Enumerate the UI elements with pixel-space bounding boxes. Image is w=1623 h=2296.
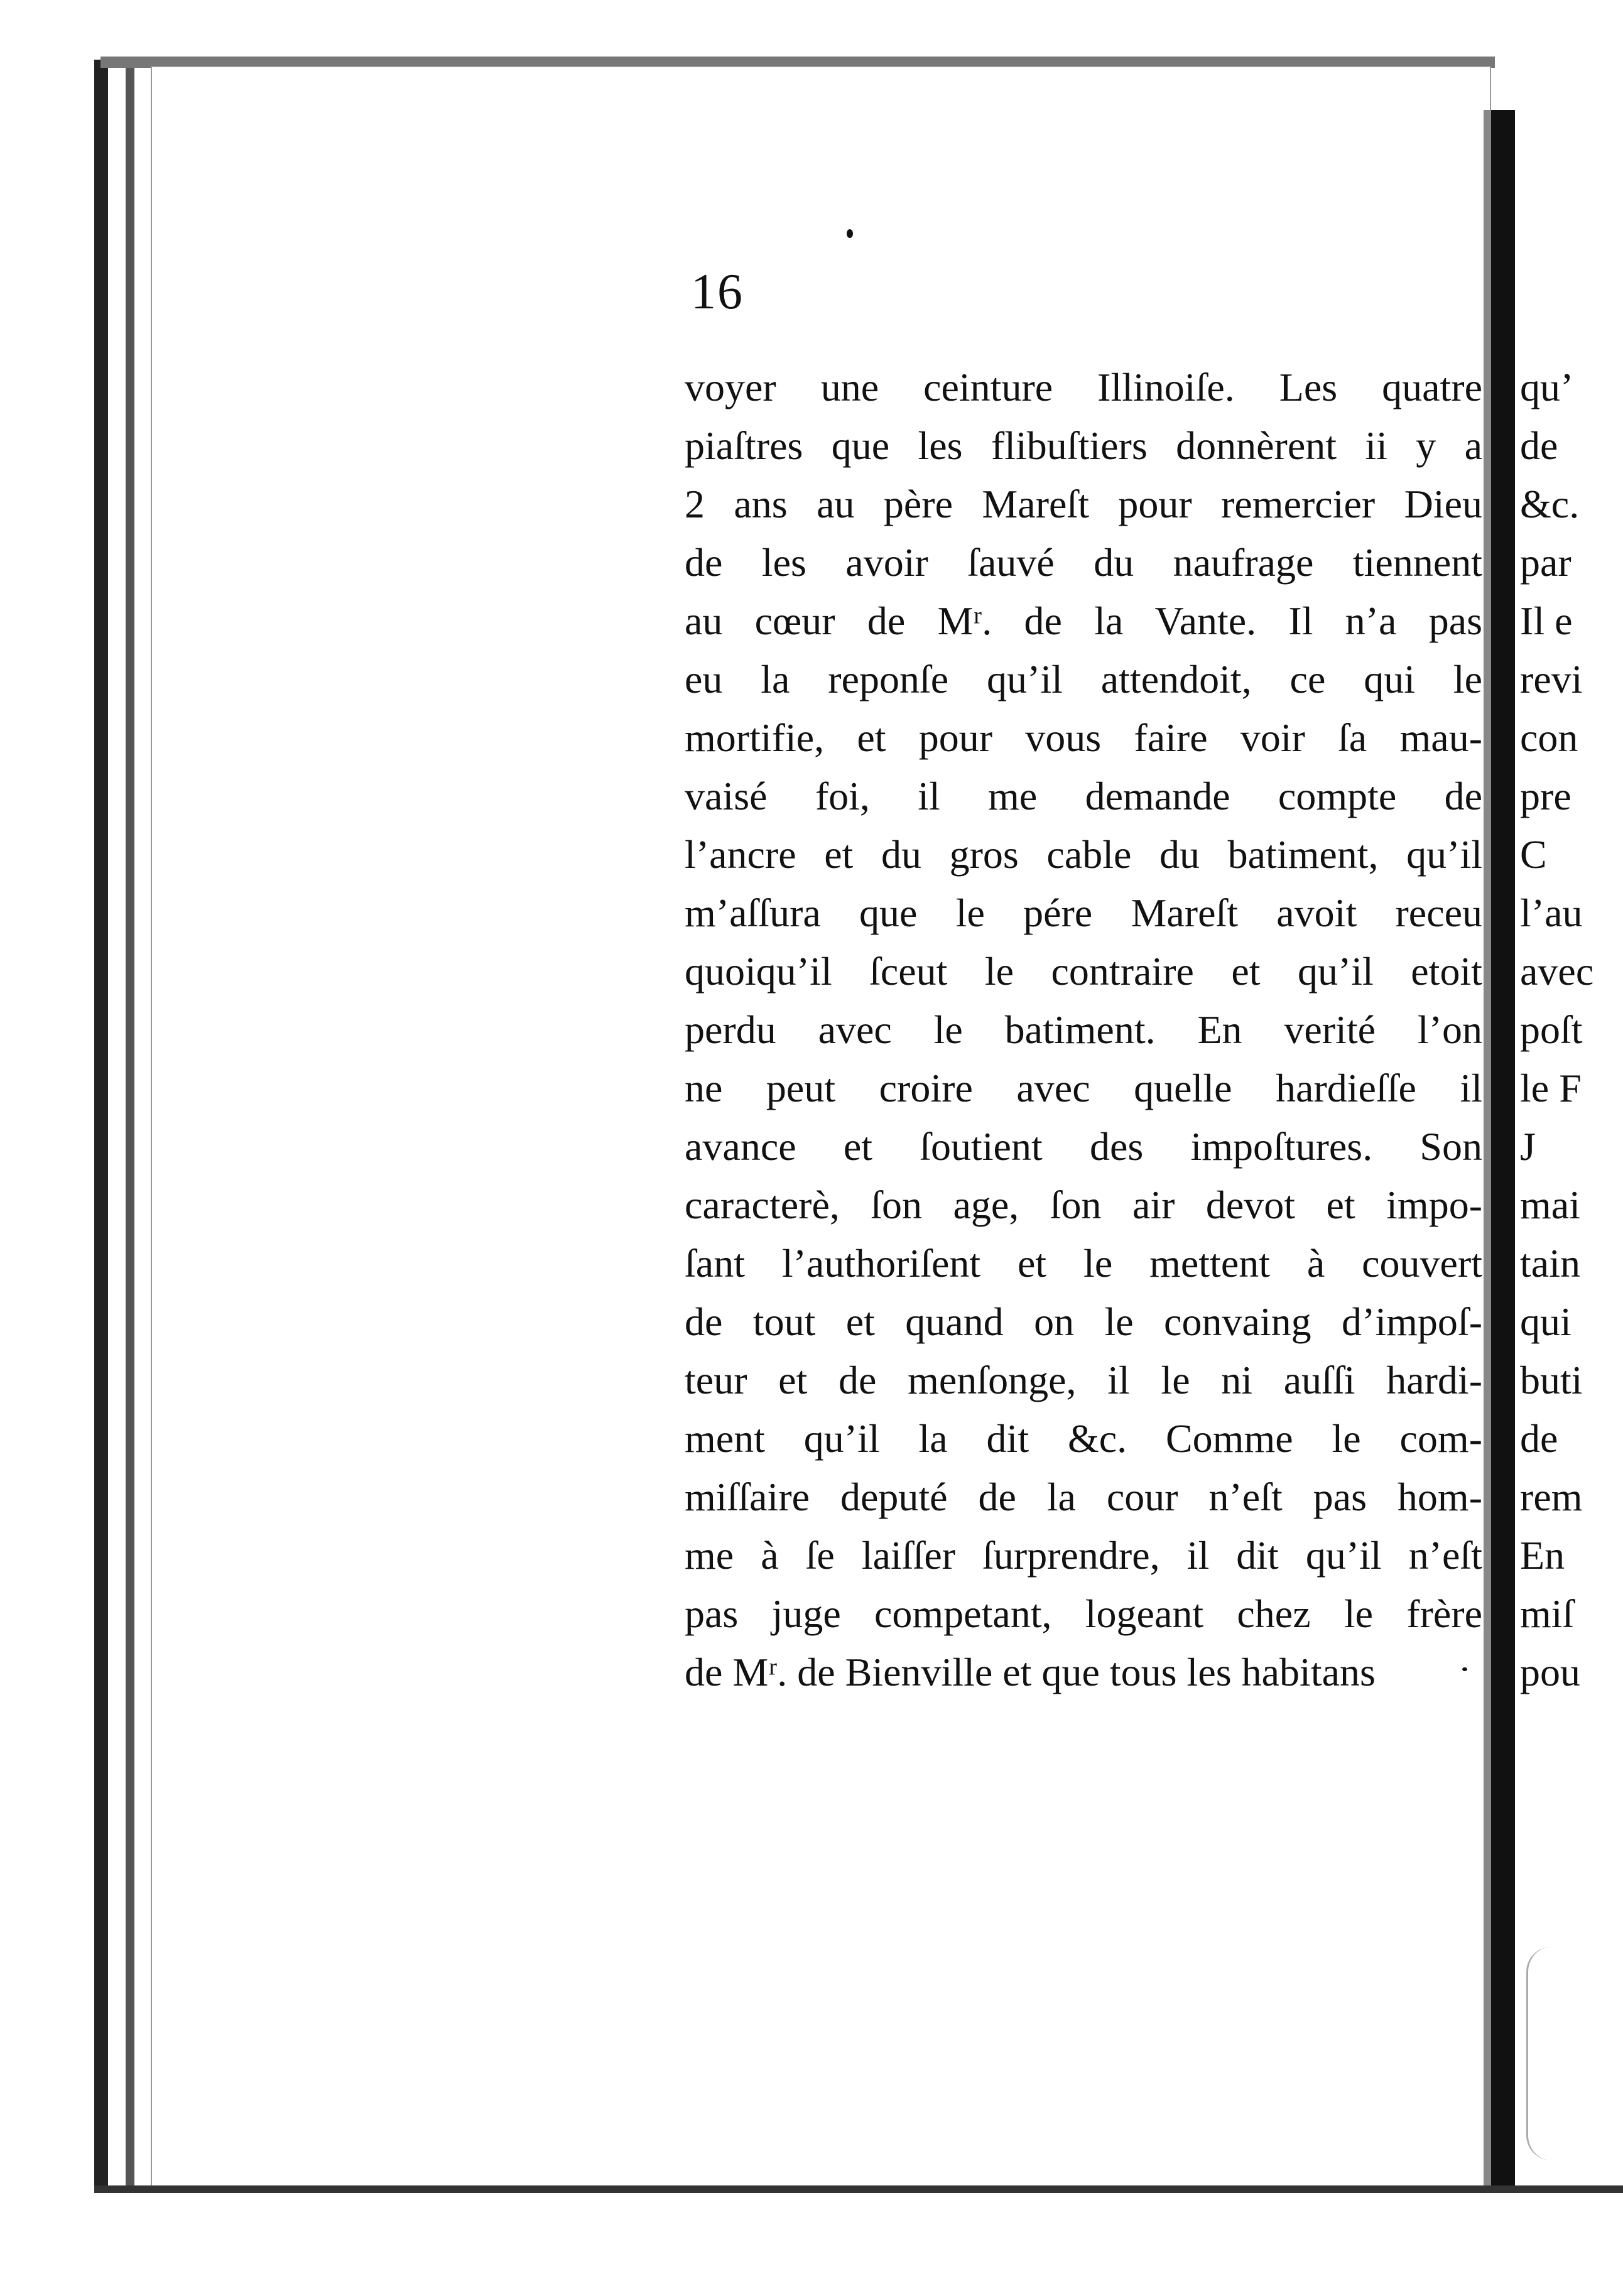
facing-page-line: C — [1520, 832, 1547, 877]
text-line: 2 ans au père Mareſt pour remercier Dieu — [685, 482, 1482, 526]
facing-page-line: J — [1520, 1124, 1536, 1169]
text-line: vaisé foi, il me demande compte de — [685, 774, 1482, 818]
text-line: de Mʳ. de Bienville et que tous les habitans — [685, 1650, 1376, 1694]
facing-page-line: con — [1520, 715, 1578, 760]
facing-page-line: mai — [1520, 1183, 1580, 1227]
facing-page-line: Il e — [1520, 598, 1573, 643]
body-text — [685, 358, 1482, 1701]
spine-shadow — [1484, 110, 1491, 2185]
text-line: eu la reponſe qu’il attendoit, ce qui le — [685, 657, 1482, 701]
text-line: quoiqu’il ſceut le contraire et qu’il etoit — [685, 949, 1482, 994]
text-line: l’ancre et du gros cable du batiment, qu’il — [685, 832, 1482, 877]
scan-edge-left — [94, 60, 108, 2189]
facing-page-line: &c. — [1520, 482, 1580, 526]
scan-bottom-border — [94, 2185, 1623, 2193]
text-line: au cœur de Mʳ. de la Vante. Il n’a pas — [685, 598, 1482, 643]
book-spine — [1491, 110, 1515, 2185]
facing-page-line: pou — [1520, 1650, 1580, 1694]
text-line: de tout et quand on le convaing d’impoſ- — [685, 1299, 1482, 1344]
text-line: de les avoir ſauvé du naufrage tiennent — [685, 540, 1482, 585]
text-line: miſſaire deputé de la cour n’eſt pas hom- — [685, 1475, 1482, 1519]
facing-page-line: miſ — [1520, 1591, 1574, 1636]
facing-page-line: buti — [1520, 1358, 1583, 1402]
text-line: m’aſſura que le pére Mareſt avoit receu — [685, 891, 1482, 935]
text-line: ment qu’il la dit &c. Comme le com- — [685, 1416, 1482, 1461]
text-line: avance et ſoutient des impoſtures. Son — [685, 1124, 1482, 1169]
facing-page-line: En — [1520, 1533, 1565, 1578]
facing-page-line: le F — [1520, 1066, 1582, 1110]
scan-edge-shadow — [126, 60, 134, 2189]
facing-page-line: qu’ — [1520, 365, 1574, 409]
facing-page-line: de — [1520, 1416, 1558, 1461]
text-line: ne peut croire avec quelle hardieſſe il — [685, 1066, 1482, 1110]
ink-speck — [847, 229, 853, 238]
facing-page-line: poſt — [1520, 1007, 1583, 1052]
page-number: 16 — [691, 264, 744, 320]
facing-page — [1515, 94, 1623, 2185]
facing-page-line: revi — [1520, 657, 1583, 701]
facing-page-line: l’au — [1520, 891, 1583, 935]
text-line: caracterè, ſon age, ſon air devot et impo- — [685, 1183, 1482, 1227]
facing-page-line: par — [1520, 540, 1571, 585]
facing-page-line: rem — [1520, 1475, 1583, 1519]
binding-thread — [1526, 1947, 1616, 2160]
text-line: piaſtres que les flibuſtiers donnèrent ii y a — [685, 423, 1482, 468]
text-line: voyer une ceinture Illinoiſe. Les quatre — [685, 365, 1482, 409]
text-line: ſant l’authoriſent et le mettent à couvert — [685, 1241, 1482, 1286]
text-line: teur et de menſonge, il le ni auſſi hardi- — [685, 1358, 1482, 1402]
text-line: pas juge competant, logeant chez le frère — [685, 1591, 1482, 1636]
facing-page-line: avec — [1520, 949, 1594, 994]
text-line: me à ſe laiſſer ſurprendre, il dit qu’il n’eſt — [685, 1533, 1482, 1578]
facing-page-line: pre — [1520, 774, 1571, 818]
text-line: perdu avec le batiment. En verité l’on — [685, 1007, 1482, 1052]
facing-page-line: de — [1520, 423, 1558, 468]
facing-page-text — [1515, 358, 1623, 1701]
facing-page-line: qui — [1520, 1299, 1571, 1344]
facing-page-line: tain — [1520, 1241, 1580, 1286]
text-line: mortifie, et pour vous faire voir ſa mau- — [685, 715, 1482, 760]
